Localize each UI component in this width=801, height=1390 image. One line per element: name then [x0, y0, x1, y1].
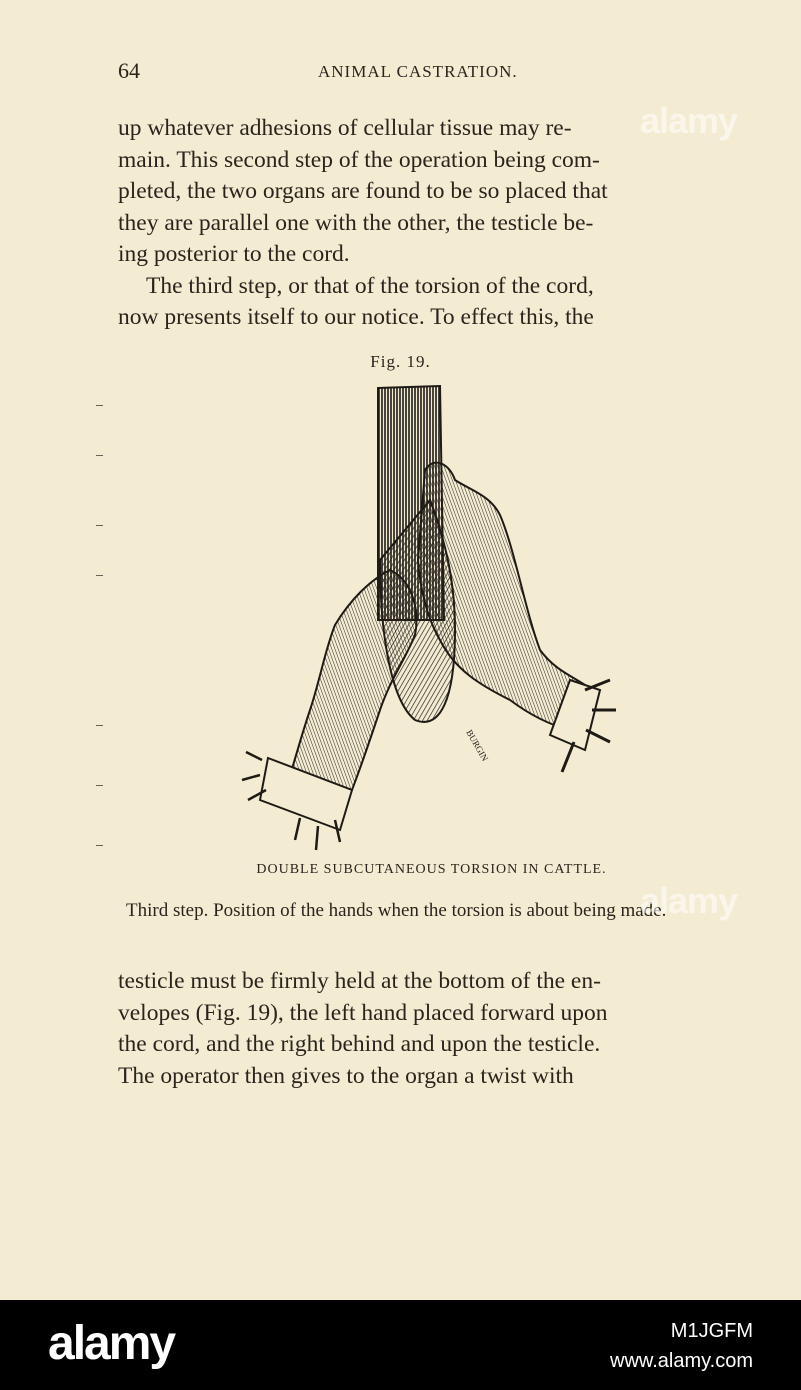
watermark-logo: alamy [640, 100, 738, 141]
margin-mark [96, 785, 103, 786]
figure-description: Third step. Position of the hands when the torsion is about being made. [126, 900, 667, 921]
stock-footer-bar [0, 1300, 801, 1390]
text-line: up whatever adhesions of cellular tissue may re- [118, 115, 572, 141]
image-id: M1JGFM [670, 1320, 753, 1342]
text-line: velopes (Fig. 19), the left hand placed forward upon [118, 999, 608, 1026]
text-line: they are parallel one with the other, the testicle be- [118, 209, 594, 236]
text-line: the cord, and the right behind and upon the testicle. [118, 1031, 601, 1057]
body-text-top [118, 113, 746, 334]
text-line: main. This second step of the operation being com- [118, 146, 600, 173]
site-url: www.alamy.com [610, 1350, 753, 1372]
margin-mark [96, 525, 103, 526]
margin-mark [96, 845, 103, 846]
page-number: 64 [118, 58, 140, 83]
margin-mark [96, 575, 103, 576]
page-header [118, 58, 746, 88]
text-line: ing posterior to the cord. [118, 241, 350, 267]
brand-logo: alamy [48, 1317, 175, 1370]
body-text-bottom [118, 966, 746, 1092]
text-line: testicle must be firmly held at the bottom of the en- [118, 968, 601, 994]
engraving-hands-illustration [240, 380, 620, 860]
svg-text:BURGIN: BURGIN [464, 728, 491, 763]
running-title: ANIMAL CASTRATION. [318, 62, 518, 81]
watermark-logo: alamy [640, 880, 738, 921]
margin-mark [96, 405, 103, 406]
margin-mark [96, 455, 103, 456]
text-line: The third step, or that of the torsion of the cord, [146, 272, 594, 299]
text-line: now presents itself to our notice. To effect this, the [118, 304, 594, 330]
text-line: The operator then gives to the organ a twist with [118, 1062, 574, 1089]
text-line: pleted, the two organs are found to be so placed that [118, 178, 608, 204]
figure-caption: DOUBLE SUBCUTANEOUS TORSION IN CATTLE. [256, 862, 607, 877]
figure-label: Fig. 19. [370, 352, 431, 371]
margin-mark [96, 725, 103, 726]
